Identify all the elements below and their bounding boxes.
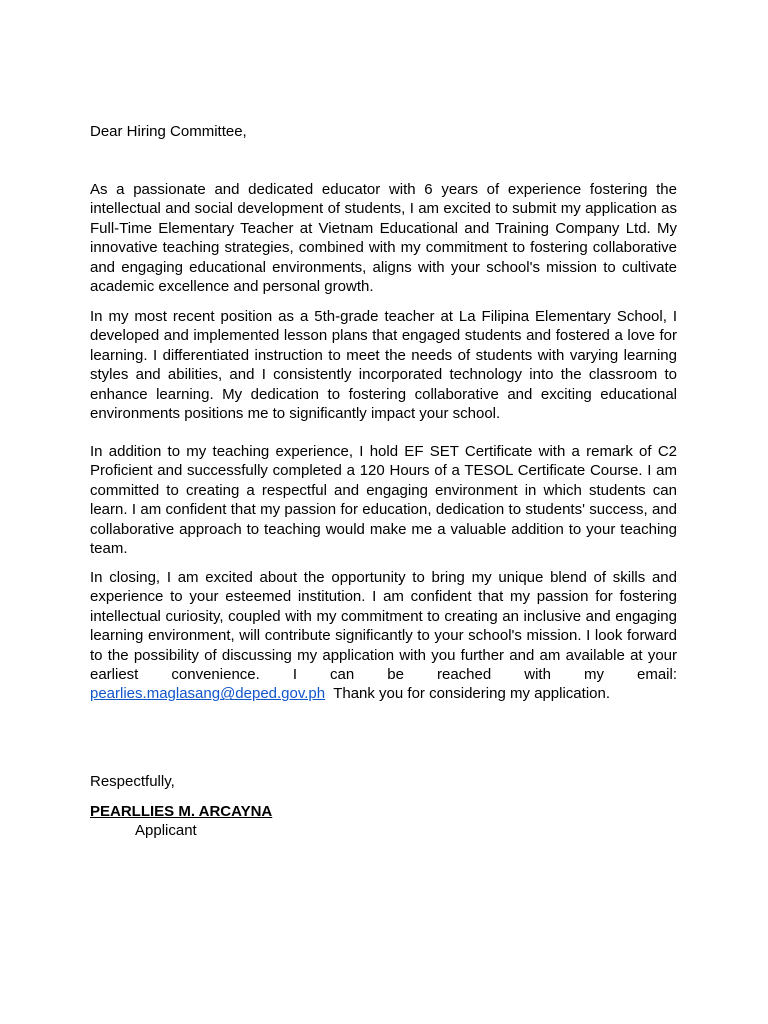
salutation: Dear Hiring Committee, [90, 123, 247, 140]
paragraph-closing-text: In closing, I am excited about the opportunity to bring my unique blend of skills and experience to your esteemed institution. I am confident that my passion for fostering intellectual curiosity, coupled with my commitment to creating an inclusive and engaging learning environment, will contribute significantly to your school's mission. I look forward to the possibility of discussing my application with you further and am available at your earliest convenience. I can be reached with my email: [90, 569, 677, 684]
signature-role: Applicant [135, 822, 197, 839]
paragraph-closing-thanks: Thank you for considering my application. [333, 685, 610, 703]
closing-line: Respectfully, [90, 773, 175, 790]
paragraph-experience: In my most recent position as a 5th-grade teacher at La Filipina Elementary School, I developed and implemented lesson plans that engaged students and fostered a love for learning. I differentiated instruction to meet the needs of students with varying learning styles and abilities, and I consistently incorporated technology into the classroom to enhance learning. My dedication to fostering collaborative and exciting educational environments positions me to significantly impact your school. [90, 308, 677, 423]
paragraph-intro: As a passionate and dedicated educator with 6 years of experience fostering the intellectual and social development of students, I am excited to submit my application as Full-Time Elementary Teacher at Vietnam Educational and Training Company Ltd. My innovative teaching strategies, combined with my commitment to fostering collaborative and engaging educational environments, aligns with your school's mission to cultivate academic excellence and personal growth. [90, 181, 677, 296]
signature-name: PEARLLIES M. ARCAYNA [90, 803, 273, 820]
paragraph-certifications: In addition to my teaching experience, I hold EF SET Certificate with a remark of C2 Proficient and successfully completed a 120 Hours of a TESOL Certificate Course. I am committed to creating a respectful and engaging environment in which students can learn. I am confident that my passion for education, dedication to students' success, and collaborative approach to teaching would make me a valuable addition to your teaching team. [90, 443, 677, 558]
paragraph-closing [90, 568, 677, 704]
email-link[interactable]: pearlies.maglasang@deped.gov.ph [90, 685, 326, 703]
